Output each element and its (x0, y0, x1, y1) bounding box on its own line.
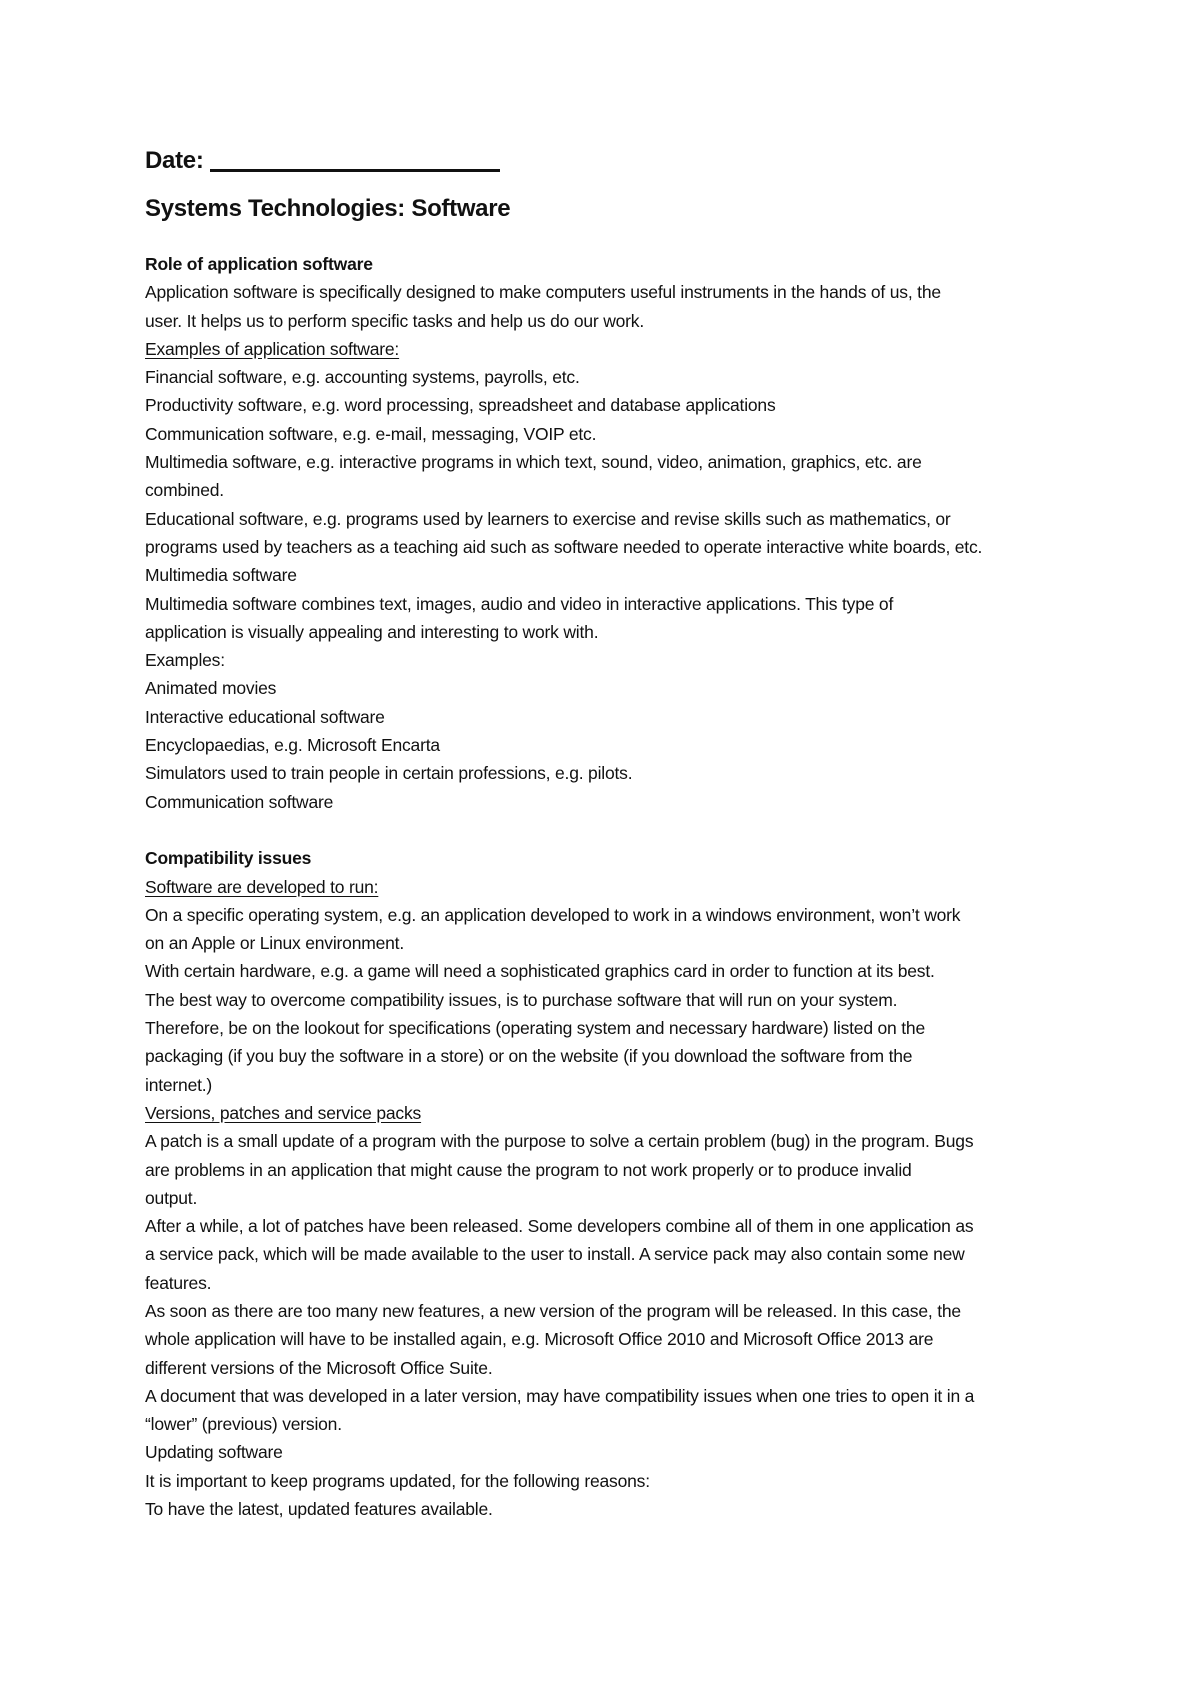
examples-heading: Examples of application software: (145, 338, 400, 359)
versions-line: A document that was developed in a later version, may have compatibility issues when one tries to open it in a (145, 1385, 975, 1406)
versions-heading: Versions, patches and service packs (145, 1102, 422, 1123)
versions-line: It is important to keep programs updated, for the following reasons: (145, 1470, 650, 1491)
example-line: Educational software, e.g. programs used by learners to exercise and revise skills such as mathematics, or (145, 508, 951, 529)
versions-line: As soon as there are too many new features, a new version of the program will be released. In this case, the (145, 1300, 961, 1321)
multimedia-line: Animated movies (145, 678, 277, 699)
example-line: combined. (145, 480, 224, 501)
versions-line: output. (145, 1187, 198, 1208)
document-title: Systems Technologies: Software (145, 195, 511, 222)
multimedia-line: Multimedia software combines text, images, audio and video in interactive applications. This type of (145, 593, 894, 614)
date-label: Date: (145, 147, 204, 174)
document-body (145, 140, 1065, 1523)
compatibility-line: On a specific operating system, e.g. an application developed to work in a windows environment, won’t work (145, 904, 961, 925)
multimedia-line: Examples: (145, 650, 225, 671)
role-intro-line: Application software is specifically designed to make computers useful instruments in the hands of us, the (145, 282, 941, 303)
versions-line: A patch is a small update of a program with the purpose to solve a certain problem (bug) in the program. Bugs (145, 1131, 974, 1152)
section-gap (145, 816, 1065, 844)
compatibility-subheading: Software are developed to run: (145, 876, 379, 897)
example-line: Multimedia software, e.g. interactive programs in which text, sound, video, animation, graphics, etc. are (145, 452, 922, 473)
date-line (145, 140, 1065, 182)
multimedia-line: Multimedia software (145, 565, 297, 586)
compatibility-line: on an Apple or Linux environment. (145, 933, 404, 954)
versions-line: are problems in an application that might cause the program to not work properly or to produce invalid (145, 1159, 912, 1180)
role-heading: Role of application software (145, 254, 373, 274)
multimedia-line: Interactive educational software (145, 706, 385, 727)
versions-line: To have the latest, updated features available. (145, 1499, 493, 1520)
multimedia-line: Encyclopaedias, e.g. Microsoft Encarta (145, 735, 440, 756)
example-line: Financial software, e.g. accounting systems, payrolls, etc. (145, 367, 580, 388)
versions-line: “lower” (previous) version. (145, 1414, 342, 1435)
compatibility-line: The best way to overcome compatibility issues, is to purchase software that will run on your system. (145, 989, 898, 1010)
example-line: programs used by teachers as a teaching aid such as software needed to operate interactive white boards, etc. (145, 536, 983, 557)
versions-line: Updating software (145, 1442, 283, 1463)
multimedia-line: application is visually appealing and interesting to work with. (145, 621, 599, 642)
compatibility-line: internet.) (145, 1074, 213, 1095)
multimedia-line: Simulators used to train people in certain professions, e.g. pilots. (145, 763, 633, 784)
multimedia-line: Communication software (145, 791, 334, 812)
role-intro-line: user. It helps us to perform specific tasks and help us do our work. (145, 310, 645, 331)
example-line: Productivity software, e.g. word processing, spreadsheet and database applications (145, 395, 776, 416)
compatibility-heading: Compatibility issues (145, 848, 312, 869)
compatibility-line: packaging (if you buy the software in a store) or on the website (if you download the software from the (145, 1046, 913, 1067)
versions-line: whole application will have to be installed again, e.g. Microsoft Office 2010 and Microsoft Office 2013 are (145, 1329, 934, 1350)
compatibility-line: Therefore, be on the lookout for specifications (operating system and necessary hardware) listed on the (145, 1018, 925, 1039)
versions-line: different versions of the Microsoft Office Suite. (145, 1357, 493, 1378)
date-blank (210, 149, 500, 172)
versions-line: features. (145, 1272, 212, 1293)
versions-line: a service pack, which will be made available to the user to install. A service pack may also contain some new (145, 1244, 965, 1265)
versions-line: After a while, a lot of patches have been released. Some developers combine all of them in one application as (145, 1216, 974, 1237)
compatibility-line: With certain hardware, e.g. a game will need a sophisticated graphics card in order to function at its best. (145, 961, 935, 982)
example-line: Communication software, e.g. e-mail, messaging, VOIP etc. (145, 423, 597, 444)
